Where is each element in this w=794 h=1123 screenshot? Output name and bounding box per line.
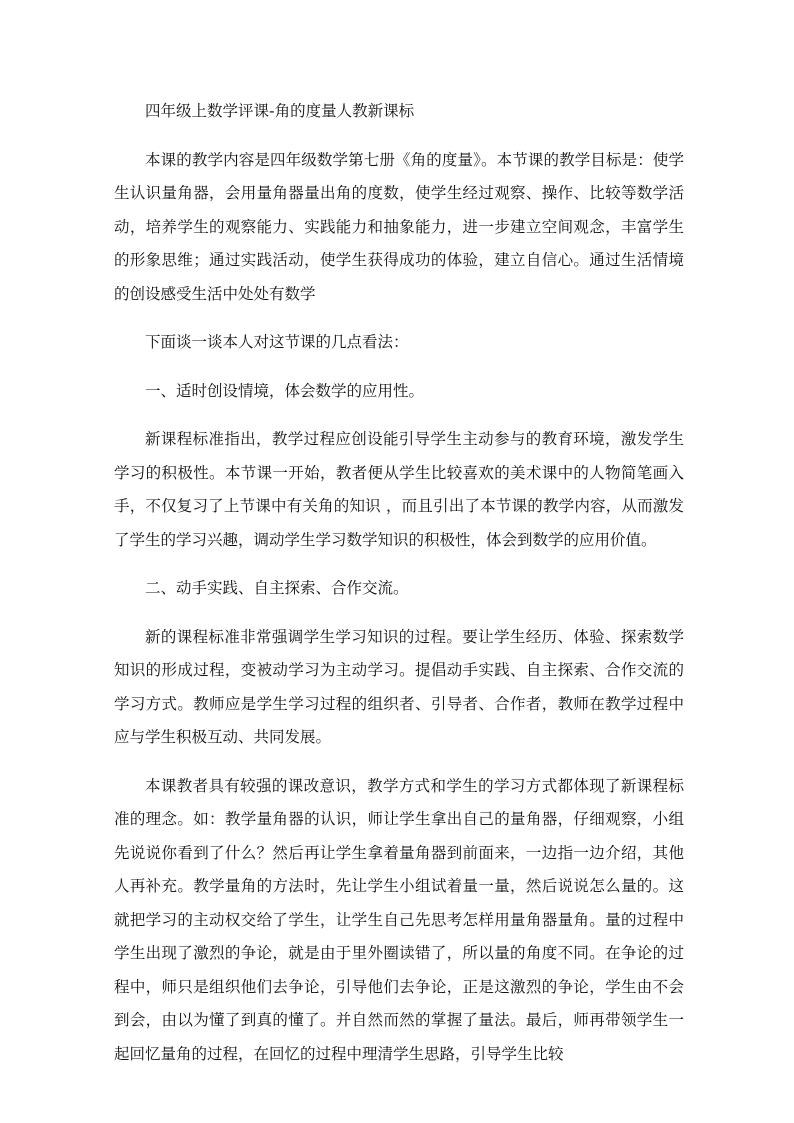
paragraph-example: 本课教者具有较强的课改意识，教学方式和学生的学习方式都体现了新课程标准的理念。如：教学量角器的认识，师让学生拿出自己的量角器，仔细观察，小组先说说你看到了什么？然后再让学生拿着量角器到前面来，一边指一边介绍，其他人再补充。教学量角的方法时，先让学生小组试着量一量，然后说说怎么量的。这就把学习的主动权交给了学生，让学生自己先思考怎样用量角器量角。量的过程中学生出现了激烈的争论，就是由于里外圈读错了，所以量的角度不同。在争论的过程中，师只是组织他们去争论，引导他们去争论，正是这激烈的争论，学生由不会到会，由以为懂了到真的懂了。并自然而然的掌握了量法。最后，师再带领学生一起回忆量角的过程，在回忆的过程中理清学生思路，引导学生比较 [114,776,684,1063]
paragraph-section-2: 新的课程标准非常强调学生学习知识的过程。要让学生经历、体验、探索数学知识的形成过程，变被动学习为主动学习。提倡动手实践、自主探索、合作交流的学习方式。教师应是学生学习过程的组织者、引导者、合作者，教师在教学过程中应与学生积极互动、共同发展。 [114,627,684,746]
section-heading-1: 一、适时创设情境，体会数学的应用性。 [145,381,425,400]
document-title: 四年级上数学评课-角的度量人教新课标 [145,102,415,120]
paragraph-views-lead: 下面谈一谈本人对这节课的几点看法： [145,333,409,351]
paragraph-intro: 本课的教学内容是四年级数学第七册《角的度量》。本节课的教学目标是：使学生认识量角器，会用量角器量出角的度数，使学生经过观察、操作、比较等数学活动，培养学生的观察能力、实践能力和抽象能力，进一步建立空间观念，丰富学生的形象思维；通过实践活动，使学生获得成功的体验，建立自信心。通过生活情境的创设感受生活中处处有数学 [114,150,684,303]
section-heading-2: 二、动手实践、自主探索、合作交流。 [145,579,409,597]
document-body [114,95,684,1086]
paragraph-section-1: 新课程标准指出，教学过程应创设能引导学生主动参与的教育环境，激发学生学习的积极性。本节课一开始，教者便从学生比较喜欢的美术课中的人物简笔画入手，不仅复习了上节课中有关角的知识 ，而且引出了本节课的教学内容，从而激发了学生的学习兴趣，调动学生学习数学知识的积极性，体会到数学的应用价值。 [114,430,684,549]
